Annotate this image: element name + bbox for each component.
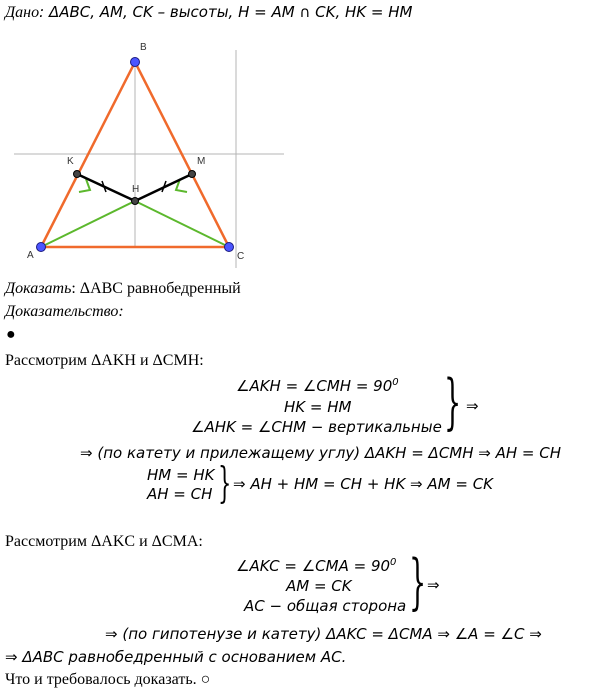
part2-eq2: AM = CK [286, 577, 352, 595]
part2-arrow: ⇒ [427, 576, 440, 594]
part2-eq1: ∠AKC = ∠CMA = $90^0$ [236, 557, 397, 575]
point-m [189, 171, 196, 178]
part2-eq3: AC − общая сторона [244, 597, 407, 615]
label-k: K [67, 156, 74, 167]
part2-conclusion: ⇒ (по гипотенузе и катету) ΔAKC = ΔCMA ⇒ ∠A = ∠C ⇒ [105, 625, 542, 643]
label-h: H [132, 184, 140, 195]
segment-ch [135, 201, 229, 247]
part1-eq5: AH = CH [147, 485, 213, 503]
label-c: C [237, 251, 245, 262]
part1-eq4: HM = HK [147, 466, 215, 484]
segment-hk [77, 174, 135, 201]
proof-label-colon: : [118, 303, 124, 320]
proof-label: Доказательство [5, 303, 119, 320]
point-h [132, 198, 139, 205]
part1-brace-2: } [218, 458, 232, 507]
point-c [225, 243, 234, 252]
right-angle-mark-k [79, 179, 90, 192]
point-k [74, 171, 81, 178]
part1-intro: Рассмотрим ΔAKH и ΔCMH: [5, 352, 204, 369]
part1-conclusion: ⇒ (по катету и прилежащему углу) ΔAKH = ΔCMH ⇒ AH = CH [80, 444, 562, 462]
part1-brace: } [444, 367, 462, 437]
part1-eq1: ∠AKH = ∠CMH = $90^0$ [236, 377, 399, 395]
label-m: M [197, 156, 206, 167]
label-b: B [140, 42, 147, 53]
given-text: : ΔABC, AM, CK – высоты, H = AM ∩ CK, HK = HM [39, 3, 413, 21]
part2-final: ⇒ ΔABC равнобедренный с основанием AC. [5, 648, 347, 666]
end-line: Что и требовалось доказать. ○ [5, 671, 211, 688]
part2-brace: } [409, 547, 427, 617]
point-b [131, 58, 140, 67]
label-a: A [27, 250, 34, 261]
part1-arrow: ⇒ [466, 397, 479, 415]
point-a [37, 243, 46, 252]
prove-text: : ΔABC равнобедренный [71, 280, 241, 297]
part1-eq3: ∠AHK = ∠CHM − вертикальные [191, 418, 442, 436]
part1-eq2: HK = HM [284, 398, 352, 416]
given-line [5, 3, 412, 22]
part2-intro: Рассмотрим ΔAKC и ΔCMA: [5, 533, 203, 550]
proof-label-line [5, 303, 124, 321]
prove-line [5, 280, 241, 298]
triangle-figure [0, 30, 300, 270]
bullet: ● [6, 326, 16, 343]
segment-ah [41, 201, 135, 247]
prove-label: Доказать [5, 280, 72, 297]
given-label: Дано [5, 4, 40, 21]
part1-result: ⇒ AH + HM = CH + HK ⇒ AM = CK [233, 475, 494, 493]
